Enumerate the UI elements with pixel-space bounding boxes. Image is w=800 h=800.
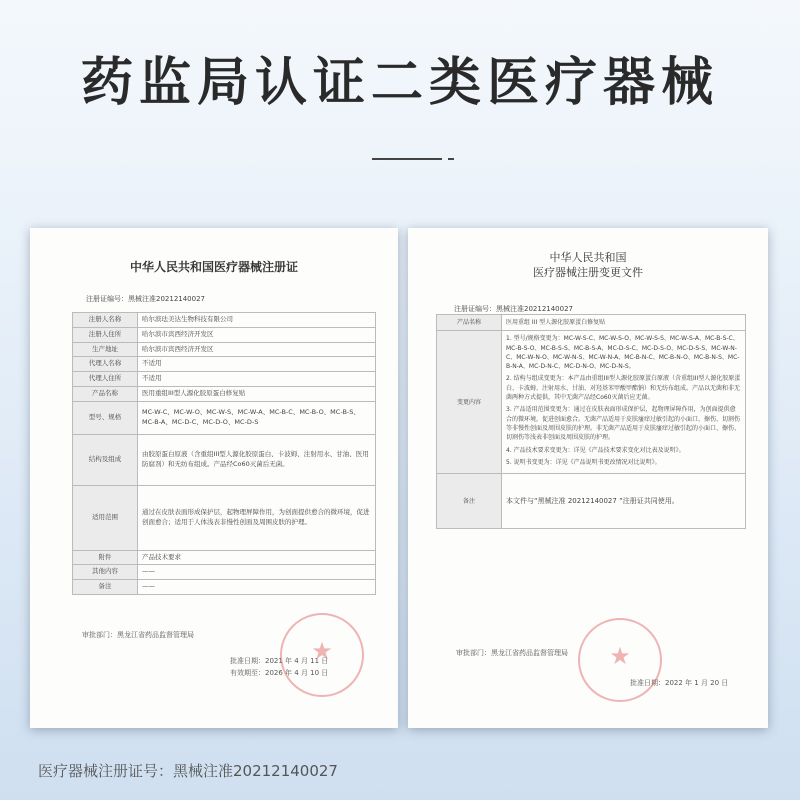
- row-value: 哈尔滨市宾西经济开发区: [138, 342, 376, 357]
- title-divider: [372, 158, 442, 160]
- row-value: 医用重组III型人源化胶原蛋白修复贴: [138, 386, 376, 401]
- row-value: 由胶原蛋白原液（含重组III型人源化胶原蛋白、卡波姆、注射用水、甘油、医用防腐剂）和无纺布组成。产品经Co60灭菌后无菌。: [138, 434, 376, 485]
- product-name-value: 医用重组 III 型人源化胶原蛋白修复贴: [502, 315, 746, 331]
- row-value: 不适用: [138, 357, 376, 372]
- row-key: 附件: [73, 550, 138, 565]
- row-value: 通过在皮肤表面形成保护层，起物理屏障作用，为创面提供愈合的微环境，促进创面愈合；适用于人体浅表非慢性创面及周围皮肤的护理。: [138, 485, 376, 550]
- table-row: [73, 327, 376, 342]
- row-value: MC-W-C、MC-W-O、MC-W-S、MC-W-A、MC-B-C、MC-B-O、MC-B-S、MC-B-A、MC-D-C、MC-D-O、MC-D-S: [138, 401, 376, 434]
- certificate-title: 中华人民共和国医疗器械注册证: [129, 260, 298, 274]
- change-document-title-line1: 中华人民共和国: [549, 251, 627, 264]
- official-seal: ★: [578, 618, 662, 702]
- table-row: [437, 315, 746, 331]
- table-row: [437, 331, 746, 474]
- title-divider-dot: [448, 158, 454, 160]
- change-item: 3. 产品适用范围变更为：通过在皮肤表面形成保护层，起物理屏障作用，为创面提供愈合的微环境，促进创面愈合。无菌产品适用于皮肤瘙痒过敏引起的小面口、擦伤、切割伤等非慢性创面及周围皮肤的护理。非无菌产品适用于皮肤瘙痒过敏引起的小面口、擦伤、切割伤等浅表非创面及周围皮肤的护理。: [506, 406, 741, 442]
- row-key: 适用范围: [73, 485, 138, 550]
- change-document-title: [408, 250, 768, 280]
- row-value: ——: [138, 565, 376, 580]
- table-row: [73, 357, 376, 372]
- change-item: 5. 说明书变更为：详见《产品说明书更改情况对比说明》。: [506, 458, 661, 466]
- note-value: 本文件与“黑械注准 20212140027 ”注册证共同使用。: [502, 474, 746, 529]
- change-item: 4. 产品技术要求变更为：详见《产品技术要求变化对比表及说明》。: [506, 446, 685, 454]
- row-value: 产品技术要求: [138, 550, 376, 565]
- registration-footer: 医疗器械注册证号：黑械注准20212140027: [38, 762, 338, 780]
- table-row: [73, 342, 376, 357]
- approval-date: 批准日期：2021 年 4 月 11 日: [230, 657, 329, 665]
- change-content-value: [502, 331, 746, 474]
- approving-authority: 审批部门：黑龙江省药品监督管理局: [82, 631, 194, 639]
- table-row: [437, 474, 746, 529]
- table-row: [73, 372, 376, 387]
- row-key: 注册人名称: [73, 313, 138, 328]
- change-table: [436, 314, 746, 529]
- row-key: 备注: [73, 580, 138, 595]
- registration-certificate: [30, 228, 398, 728]
- change-approving-authority: 审批部门：黑龙江省药品监督管理局: [456, 649, 568, 657]
- table-row: [73, 401, 376, 434]
- table-row: [73, 386, 376, 401]
- row-key: 结构及组成: [73, 434, 138, 485]
- change-content-key: 变更内容: [437, 331, 502, 474]
- change-approval-date: 批准日期：2022 年 1 月 20 日: [630, 679, 729, 687]
- table-row: [73, 434, 376, 485]
- product-name-key: 产品名称: [437, 315, 502, 331]
- certificate-table: [72, 312, 376, 595]
- row-key: 产品名称: [73, 386, 138, 401]
- table-row: [73, 580, 376, 595]
- note-key: 备注: [437, 474, 502, 529]
- change-item: 2. 结构与组成变更为：本产品由重组III型人源化胶原蛋白原液（含重组III型人源化胶原蛋白、卡波姆、注射用水、甘油、对羟基苯甲酸甲酯钠）和无纺布组成。产品以无菌和非无菌两种方式提供，其中无菌产品经Co60灭菌后应无菌。: [506, 375, 741, 402]
- row-key: 其他内容: [73, 565, 138, 580]
- row-key: 代理人名称: [73, 357, 138, 372]
- row-key: 生产地址: [73, 342, 138, 357]
- row-key: 代理人住所: [73, 372, 138, 387]
- valid-until-date: 有效期至：2026 年 4 月 10 日: [230, 669, 329, 677]
- official-seal: ★: [280, 613, 364, 697]
- page-title: 药监局认证二类医疗器械: [80, 53, 719, 113]
- row-value: ——: [138, 580, 376, 595]
- change-document-title-line2: 医疗器械注册变更文件: [533, 266, 643, 279]
- row-value: 哈尔滨市宾西经济开发区: [138, 327, 376, 342]
- row-value: 哈尔滨珐美达生物科技有限公司: [138, 313, 376, 328]
- table-row: [73, 550, 376, 565]
- row-key: 注册人住所: [73, 327, 138, 342]
- table-row: [73, 313, 376, 328]
- row-key: 型号、规格: [73, 401, 138, 434]
- registration-number: 注册证编号：黑械注准20212140027: [86, 295, 205, 303]
- change-document: [408, 228, 768, 728]
- table-row: [73, 485, 376, 550]
- change-item: 1. 型号/规格变更为：MC-W-S-C、MC-W-S-O、MC-W-S-S、MC-W-S-A、MC-B-S-C、MC-B-S-O、MC-B-S-S、MC-B-S-A、MC-D-S-C、MC-D-S-O、MC-D-S-S、MC-W-N-C、MC-W-N-O、MC-W-N-S、MC-W-N-A、MC-B-N-C、MC-B-N-O、MC-B-N-S、MC-B-N-A、MC-D-N-C、MC-D-N-O、MC-D-N-S。: [506, 335, 740, 371]
- table-row: [73, 565, 376, 580]
- row-value: 不适用: [138, 372, 376, 387]
- change-registration-number: 注册证编号：黑械注准20212140027: [454, 305, 573, 313]
